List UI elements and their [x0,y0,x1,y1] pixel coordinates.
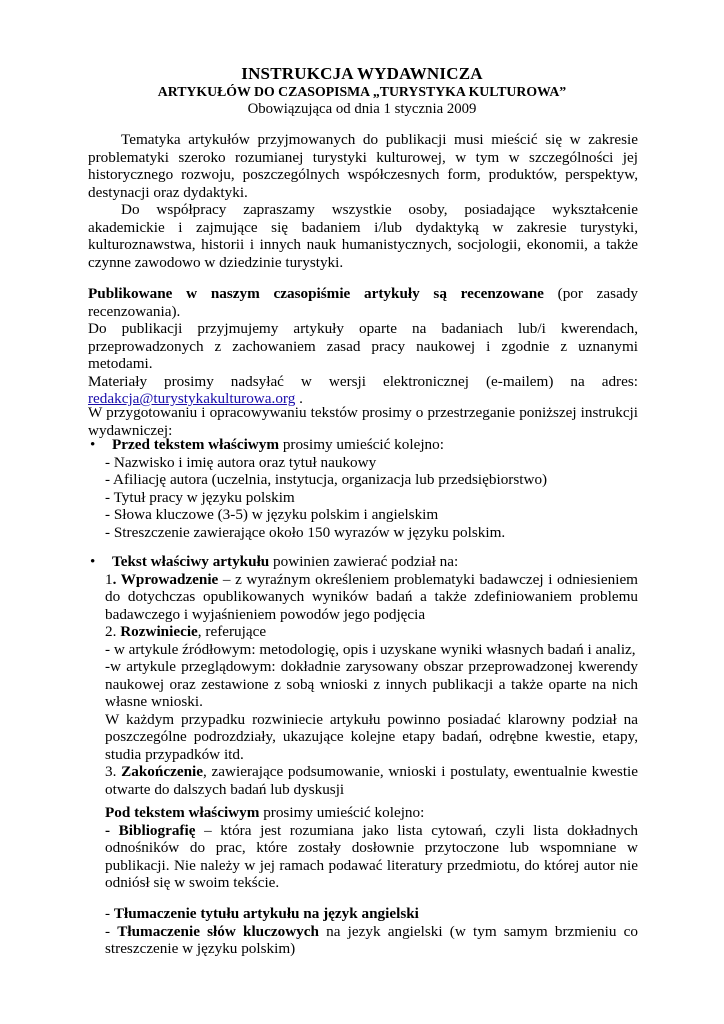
after-rest: prosimy umieścić kolejno: [259,804,425,821]
before-rest: prosimy umieścić kolejno: [279,436,444,453]
email-tail: . [295,390,303,407]
bullet-1: • [90,436,96,453]
section-2-number: 2. [105,623,121,640]
main-rest: powinien zawierać podział na: [269,553,459,570]
main-text-body [105,571,638,799]
before-bold: Przed tekstem właściwym [112,436,280,453]
after-text-section [88,804,638,892]
after-bold: Pod tekstem właściwym [105,804,260,821]
review-bold: Publikowane w naszym czasopiśmie artykuły są recenzowane [88,285,544,302]
after-text-body [105,804,638,892]
bibliography-paragraph [105,822,638,892]
title-translation-bold: Tłumaczenie tytułu artykułu na język angielski [113,905,419,922]
bibliography-bold: - Bibliografię [105,821,196,839]
bibliography-text: – która jest rozumiana jako lista cytowań, czyli lista dokładnych odnośników do prac, które zostały dosłownie przytoczone lub wspomniane w publikacji. Nie należy w jej ramach podawać literatury przedmiotu, do której autor nie odniósł się w swoim tekście. [105,821,638,891]
intro-paragraph-1: Tematyka artykułów przyjmowanych do publikacji musi mieścić się w zakresie problematyki szeroko rozumianej turystyki kulturowej, w tym w szczególności jej historycznego rozwoju, poszczególnych współczesnych form, produktów, perspektyw, destynacji oraz dydaktyki. [88,131,638,201]
email-link[interactable]: redakcja@turystykakulturowa.org [88,390,296,407]
title-translation-line [105,905,638,923]
section-introduction [105,571,638,624]
document-header [0,64,724,118]
translation-body [105,905,638,958]
list-item: - Tytuł pracy w języku polskim [105,488,295,506]
section-3-text: , zawierające podsumowanie, wnioski i postulaty, ewentualnie kwestie otwarte do dalszych badań lub dyskusji [105,763,638,798]
accept-paragraph: Do publikacji przyjmujemy artykuły oparte na badaniach lub/i kwerendach, przeprowadzonych z zachowaniem zasad pracy naukowej i zgodnie z uznanymi metodami. [88,320,638,372]
structure-paragraph: W każdym przypadku rozwiniecie artykułu powinno posiadać klarowny podział na poszczególne podrozdziały, ukazujące kolejne etapy badań, odrębne kwestie, etapy, studia przypadków itd. [105,710,638,763]
intro-section [88,131,638,271]
main-text-section [88,553,638,798]
section-1-number: 1 [105,570,113,588]
translation-dash-1: - [105,905,114,922]
source-article-line: - w artykule źródłowym: metodologię, opis i uzyskane wyniki własnych badań i analiz, [105,640,636,658]
translation-dash-2: - [105,922,118,940]
document-title: INSTRUKCJA WYDAWNICZA [241,64,483,83]
review-rest: (por zasady recenzowania). [88,285,638,320]
review-article-line: -w artykule przeglądowym: dokładnie zarysowany obszar przeprowadzonej kwerendy naukowej oraz zestawione z sobą wnioski z innych publikacji a także oparte na nich własne wnioski. [105,658,638,710]
document-subtitle: ARTYKUŁÓW DO CZASOPISMA „TURYSTYKA KULTUROWA” [157,84,567,99]
list-item: - Streszczenie zawierające około 150 wyrazów w języku polskim. [105,523,506,541]
list-item: - Afiliację autora (uczelnia, instytucja, organizacja lub przedsiębiorstwo) [105,471,548,488]
section-3-number: 3. [105,763,122,780]
keywords-translation-line [105,923,638,958]
before-text-heading [88,436,638,454]
bullet-2: • [90,553,96,570]
after-heading [105,804,638,822]
review-paragraph [88,285,638,320]
intro-paragraph-2: Do współpracy zapraszamy wszystkie osoby, posiadające wykształcenie akademickie i zajmujące się badaniem i/lub dydaktyką w zakresie turystyki, kulturoznawstwa, historii i innych nauk humanistycznych, socjologii, ekonomii, a także czynne zawodowo w dziedzinie turystyki. [88,201,638,271]
main-text-heading [88,553,638,571]
translation-section [88,905,638,958]
section-3-title: Zakończenie [121,763,203,780]
submit-paragraph: Materiały prosimy nadsyłać w wersji elektronicznej (e-mailem) na adres: [88,372,638,390]
list-item: - Nazwisko i imię autora oraz tytuł naukowy [105,453,377,471]
before-text-list [105,454,638,542]
before-text-section [88,436,638,541]
instructions-intro: W przygotowaniu i opracowywaniu tekstów prosimy o przestrzeganie poniższej instrukcji wydawniczej: [88,404,638,439]
section-conclusion [105,763,638,798]
list-item: - Słowa kluczowe (3-5) w języku polskim i angielskim [105,506,439,523]
section-2-text: , referujące [197,623,267,640]
section-development [105,623,638,641]
keywords-translation-text: na jezyk angielski (w tym samym brzmieniu co streszczenie w języku polskim) [105,922,638,957]
section-1-text: – z wyraźnym określeniem problematyki badawczej i odniesieniem do dotychczas opublikowanych wyników badań a także zdefiniowaniem problemu badawczego i wyjaśnieniem powodów jego podjęcia [105,570,638,623]
effective-date: Obowiązująca od dnia 1 stycznia 2009 [247,101,477,117]
section-2-title: Rozwiniecie [120,623,198,640]
main-bold: Tekst właściwy artykułu [112,553,270,570]
section-1-title: . Wprowadzenie [112,570,219,588]
review-section [88,285,638,408]
keywords-translation-bold: Tłumaczenie słów kluczowych [117,922,319,940]
